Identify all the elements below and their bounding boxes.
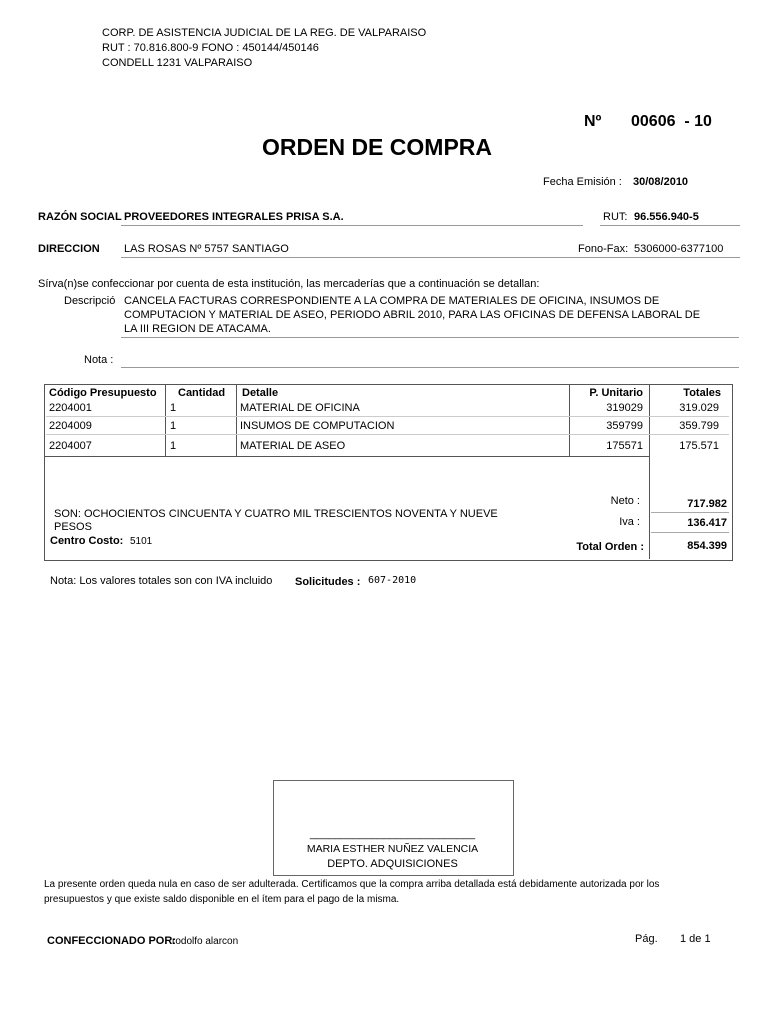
institution-address: CONDELL 1231 VALPARAISO: [102, 57, 253, 69]
description-line-2: COMPUTACION Y MATERIAL DE ASEO, PERIODO ABRIL 2010, PARA LAS OFICINAS DE DEFENSA LABORAL DE: [124, 309, 701, 321]
row2-detail: INSUMOS DE COMPUTACION: [240, 420, 395, 432]
order-number: 00606 - 10: [631, 113, 712, 130]
iva-label: Iva :: [619, 516, 640, 528]
row3-detail: MATERIAL DE ASEO: [240, 440, 346, 452]
neto-separator: [651, 512, 729, 513]
row1-unit-price: 319029: [606, 402, 643, 414]
row3-code: 2204007: [49, 440, 92, 452]
iva-value: 136.417: [687, 517, 727, 529]
address-label: DIRECCION: [38, 243, 100, 255]
iva-separator: [651, 532, 729, 533]
issue-date: 30/08/2010: [633, 176, 689, 188]
row2-separator: [46, 434, 729, 435]
supplier-address: LAS ROSAS Nº 5757 SANTIAGO: [124, 243, 289, 255]
signer-department: DEPTO. ADQUISICIONES: [327, 858, 458, 870]
neto-label: Neto :: [610, 495, 640, 507]
page-label: Pág.: [635, 933, 658, 945]
description-line-1: CANCELA FACTURAS CORRESPONDIENTE A LA COMPRA DE MATERIALES DE OFICINA, INSUMOS DE: [124, 295, 660, 307]
signature-rule: ___________________________: [309, 828, 476, 840]
company-name-label: RAZÓN SOCIAL: [38, 211, 122, 223]
requests-value: 607-2010: [368, 575, 417, 586]
supplier-phone-underline: [578, 257, 740, 258]
note-underline: [121, 367, 739, 368]
description-label: Descripció: [64, 295, 116, 307]
row2-unit-price: 359799: [606, 420, 643, 432]
intro-text: Sírva(n)se confeccionar por cuenta de esta institución, las mercaderías que a continuación se detallan:: [38, 278, 540, 290]
header-unit-price: P. Unitario: [589, 387, 643, 399]
description-line-3: LA III REGION DE ATACAMA.: [124, 323, 271, 335]
cost-center: 5101: [130, 536, 153, 547]
company-name: PROVEEDORES INTEGRALES PRISA S.A.: [124, 211, 344, 223]
row3-qty: 1: [170, 440, 177, 452]
header-totals: Totales: [683, 387, 721, 399]
row3-total: 175.571: [679, 440, 719, 452]
table-items-bottom: [44, 456, 649, 457]
supplier-phone-label: Fono-Fax:: [578, 243, 629, 255]
total-label: Total Orden :: [576, 541, 644, 553]
row1-qty: 1: [170, 402, 177, 414]
row1-code: 2204001: [49, 402, 92, 414]
header-detail: Detalle: [242, 387, 279, 399]
table-divider-qty: [236, 384, 237, 456]
row2-total: 359.799: [679, 420, 719, 432]
row2-qty: 1: [170, 420, 177, 432]
supplier-address-underline: [121, 257, 583, 258]
prepared-by-label: CONFECCIONADO POR:: [47, 935, 176, 947]
row1-separator: [46, 416, 729, 417]
disclaimer-line-1: La presente orden queda nula en caso de ser adulterada. Certificamos que la compra arriba detallada está debidamente autorizada por los: [44, 879, 660, 890]
row2-code: 2204009: [49, 420, 92, 432]
prepared-by: rodolfo alarcon: [172, 936, 239, 947]
supplier-phone: 5306000-6377100: [634, 243, 724, 255]
supplier-rut-underline: [600, 225, 740, 226]
company-name-underline: [121, 225, 583, 226]
signer-name: MARIA ESTHER NUÑEZ VALENCIA: [306, 843, 479, 855]
issue-date-label: Fecha Emisión :: [543, 176, 622, 188]
institution-rut-phone: RUT : 70.816.800-9 FONO : 450144/450146: [102, 42, 319, 54]
row1-total: 319.029: [679, 402, 719, 414]
institution-name: CORP. DE ASISTENCIA JUDICIAL DE LA REG. DE VALPARAISO: [102, 27, 427, 39]
description-underline: [121, 337, 739, 338]
amount-in-words-line-2: PESOS: [54, 521, 92, 533]
total-value: 854.399: [687, 540, 727, 552]
requests-label: Solicitudes :: [295, 576, 361, 588]
header-qty: Cantidad: [178, 387, 226, 399]
vat-note: Nota: Los valores totales son con IVA incluido: [50, 575, 273, 587]
note-label: Nota :: [84, 354, 114, 366]
table-divider-code: [165, 384, 166, 456]
row3-unit-price: 175571: [606, 440, 643, 452]
neto-value: 717.982: [687, 498, 727, 510]
row1-detail: MATERIAL DE OFICINA: [240, 402, 360, 414]
amount-in-words-line-1: SON: OCHOCIENTOS CINCUENTA Y CUATRO MIL TRESCIENTOS NOVENTA Y NUEVE: [54, 508, 498, 520]
order-number-label: Nº: [584, 113, 602, 130]
supplier-rut-label: RUT:: [603, 211, 628, 223]
page-title: ORDEN DE COMPRA: [262, 134, 493, 160]
disclaimer-line-2: presupuestos y que existe saldo disponible en el ítem para el pago de la misma.: [44, 894, 400, 905]
page-number: 1 de 1: [680, 933, 711, 945]
supplier-rut: 96.556.940-5: [634, 211, 699, 223]
header-code: Código Presupuesto: [49, 387, 157, 399]
cost-center-label: Centro Costo:: [50, 535, 124, 547]
